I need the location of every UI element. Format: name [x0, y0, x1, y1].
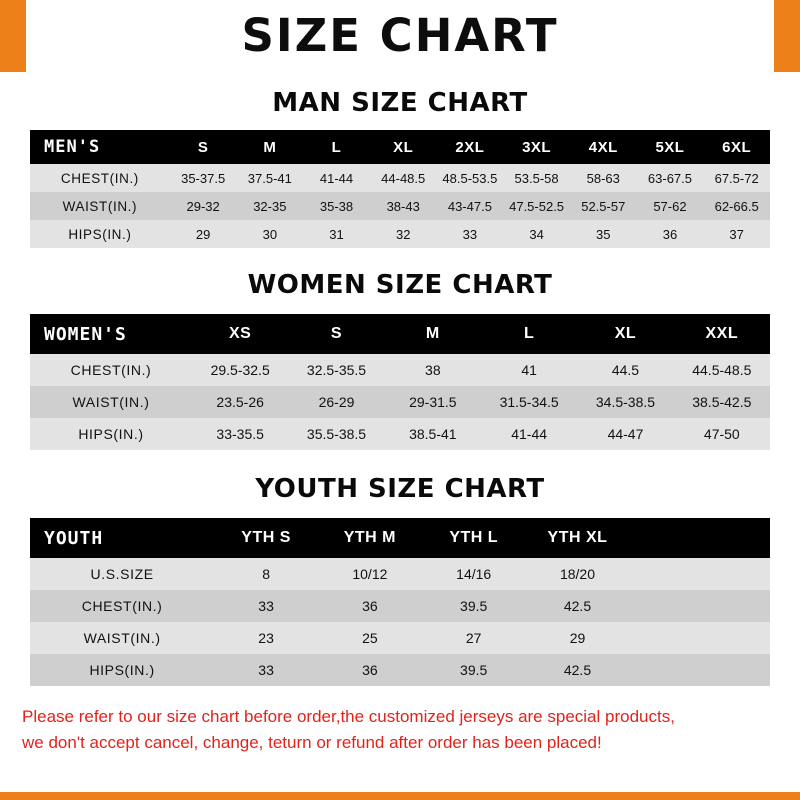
women-header-cell-2: S [330, 325, 343, 342]
man-table-wrap [30, 130, 770, 248]
women-cell-2-0: 33-35.5 [216, 426, 264, 442]
youth-section-title: YOUTH SIZE CHART [255, 474, 545, 504]
women-cell-2-1: 35.5-38.5 [306, 426, 367, 442]
man-cell-0-3: 44-48.5 [381, 170, 426, 186]
women-section-title: WOMEN SIZE CHART [247, 270, 553, 300]
youth-header-cell-4: YTH XL [547, 529, 608, 546]
women-table-head [30, 314, 770, 354]
women-cell-1-1: 26-29 [318, 394, 355, 410]
man-cell-0-1: 37.5-41 [247, 170, 292, 186]
table-row [30, 220, 770, 248]
header-left-accent [0, 0, 26, 72]
man-header-cell-8: 5XL [655, 138, 685, 156]
bottom-accent-band [0, 792, 800, 800]
youth-header-cell-0: YOUTH [44, 527, 104, 549]
man-header-cell-1: S [197, 138, 209, 156]
man-table-body [30, 164, 770, 248]
table-header-row [30, 518, 770, 558]
women-cell-0-3: 41 [521, 362, 537, 378]
women-cell-1-2: 29-31.5 [409, 394, 457, 410]
man-header-cell-7: 4XL [588, 138, 618, 156]
youth-table-body [30, 558, 770, 686]
women-table-body [30, 354, 770, 450]
youth-cell-1-0: 33 [258, 598, 274, 614]
women-cell-0-5: 44.5-48.5 [692, 362, 752, 378]
youth-spacer-2 [629, 622, 770, 654]
youth-size-table [30, 518, 770, 686]
women-header-cell-6: XXL [705, 325, 739, 342]
women-cell-0-1: 32.5-35.5 [306, 362, 367, 378]
table-row [30, 386, 770, 418]
page-title: SIZE CHART [26, 0, 774, 72]
man-cell-2-8: 37 [729, 226, 744, 242]
women-cell-2-4: 44-47 [607, 426, 644, 442]
women-header-cell-5: XL [614, 325, 637, 342]
man-cell-2-3: 32 [395, 226, 411, 242]
women-row-2-label: HIPS(IN.) [78, 426, 144, 442]
women-size-table [30, 314, 770, 450]
youth-row-0-label: U.S.SIZE [90, 566, 154, 582]
man-cell-0-8: 67.5-72 [714, 170, 759, 186]
man-size-table [30, 130, 770, 248]
man-cell-2-6: 35 [596, 226, 611, 242]
man-cell-1-5: 47.5-52.5 [509, 198, 565, 214]
man-section-title: MAN SIZE CHART [272, 88, 528, 118]
man-header-cell-0: MEN'S [44, 137, 101, 157]
women-cell-1-3: 31.5-34.5 [499, 394, 559, 410]
women-cell-1-0: 23.5-26 [216, 394, 264, 410]
man-cell-2-0: 29 [195, 226, 211, 242]
man-cell-2-4: 33 [462, 226, 478, 242]
table-row [30, 622, 770, 654]
youth-header-cell-1: YTH S [241, 529, 291, 546]
table-row [30, 192, 770, 220]
youth-table-wrap [30, 518, 770, 686]
youth-cell-3-1: 36 [362, 662, 378, 678]
man-cell-0-6: 58-63 [586, 170, 620, 186]
table-row [30, 164, 770, 192]
youth-cell-3-3: 42.5 [563, 662, 592, 678]
women-header-cell-3: M [425, 325, 440, 342]
table-row [30, 354, 770, 386]
man-cell-1-3: 38-43 [386, 198, 420, 214]
women-cell-0-2: 38 [425, 362, 441, 378]
table-header-row [30, 130, 770, 164]
youth-row-1-label: CHEST(IN.) [81, 598, 163, 614]
man-cell-1-1: 32-35 [253, 198, 287, 214]
youth-cell-3-0: 33 [258, 662, 274, 678]
youth-cell-0-1: 10/12 [352, 566, 388, 582]
man-cell-2-2: 31 [329, 226, 344, 242]
youth-header-spacer [629, 518, 770, 558]
youth-spacer-0 [629, 558, 770, 590]
women-row-1-label: WAIST(IN.) [72, 394, 150, 410]
women-header-cell-0: WOMEN'S [44, 323, 127, 345]
women-cell-0-0: 29.5-32.5 [210, 362, 270, 378]
youth-spacer-3 [629, 654, 770, 686]
man-header-cell-5: 2XL [455, 138, 485, 156]
man-cell-0-0: 35-37.5 [181, 170, 226, 186]
header-band [0, 0, 800, 72]
man-cell-1-8: 62-66.5 [714, 198, 759, 214]
man-cell-2-1: 30 [262, 226, 278, 242]
footer-note [22, 704, 778, 756]
man-cell-0-4: 48.5-53.5 [442, 170, 498, 186]
women-header-cell-1: XS [228, 325, 252, 342]
man-row-2-label: HIPS(IN.) [68, 226, 132, 242]
women-row-0-label: CHEST(IN.) [70, 362, 152, 378]
man-cell-0-2: 41-44 [319, 170, 354, 186]
women-header-cell-4: L [524, 325, 535, 342]
man-header-cell-4: XL [393, 138, 414, 156]
man-cell-2-5: 34 [529, 226, 544, 242]
table-row [30, 558, 770, 590]
youth-cell-0-0: 8 [262, 566, 270, 582]
youth-cell-1-2: 39.5 [460, 598, 488, 614]
man-header-cell-6: 3XL [522, 138, 552, 156]
table-row [30, 418, 770, 450]
man-header-cell-9: 6XL [722, 138, 752, 156]
man-cell-0-5: 53.5-58 [514, 170, 559, 186]
man-cell-0-7: 63-67.5 [647, 170, 692, 186]
man-row-0-label: CHEST(IN.) [60, 170, 139, 186]
youth-cell-3-2: 39.5 [460, 662, 488, 678]
table-row [30, 590, 770, 622]
youth-cell-2-3: 29 [569, 630, 586, 646]
man-cell-1-0: 29-32 [186, 198, 220, 214]
youth-cell-2-0: 23 [258, 630, 274, 646]
women-cell-1-4: 34.5-38.5 [595, 394, 656, 410]
women-cell-2-3: 41-44 [511, 426, 548, 442]
youth-header-cell-3: YTH L [449, 529, 499, 546]
table-header-row [30, 314, 770, 354]
women-cell-1-5: 38.5-42.5 [692, 394, 752, 410]
man-cell-1-2: 35-38 [319, 198, 354, 214]
man-cell-1-7: 57-62 [653, 198, 687, 214]
youth-row-3-label: HIPS(IN.) [89, 662, 155, 678]
youth-header-cell-2: YTH M [343, 529, 397, 546]
youth-table-head [30, 518, 770, 558]
man-cell-1-4: 43-47.5 [447, 198, 492, 214]
youth-cell-2-1: 25 [362, 630, 378, 646]
man-cell-2-7: 36 [662, 226, 678, 242]
man-row-1-label: WAIST(IN.) [62, 198, 138, 214]
youth-cell-0-2: 14/16 [456, 566, 492, 582]
man-cell-1-6: 52.5-57 [581, 198, 626, 214]
man-header-cell-2: M [263, 138, 277, 156]
youth-cell-1-3: 42.5 [563, 598, 592, 614]
footer-note-line-2: we don't accept cancel, change, teturn or refund after order has been placed! [22, 733, 602, 752]
women-cell-0-4: 44.5 [611, 362, 640, 378]
women-cell-2-5: 47-50 [703, 426, 740, 442]
women-table-wrap [30, 314, 770, 450]
table-row [30, 654, 770, 686]
youth-cell-0-3: 18/20 [559, 566, 596, 582]
women-cell-2-2: 38.5-41 [409, 426, 457, 442]
header-right-accent [774, 0, 800, 72]
youth-row-2-label: WAIST(IN.) [83, 630, 161, 646]
man-header-cell-3: L [331, 138, 342, 156]
youth-spacer-1 [629, 590, 770, 622]
youth-cell-1-1: 36 [362, 598, 378, 614]
footer-note-line-1: Please refer to our size chart before order,the customized jerseys are special products, [22, 707, 675, 726]
youth-cell-2-2: 27 [465, 630, 482, 646]
man-table-head [30, 130, 770, 164]
